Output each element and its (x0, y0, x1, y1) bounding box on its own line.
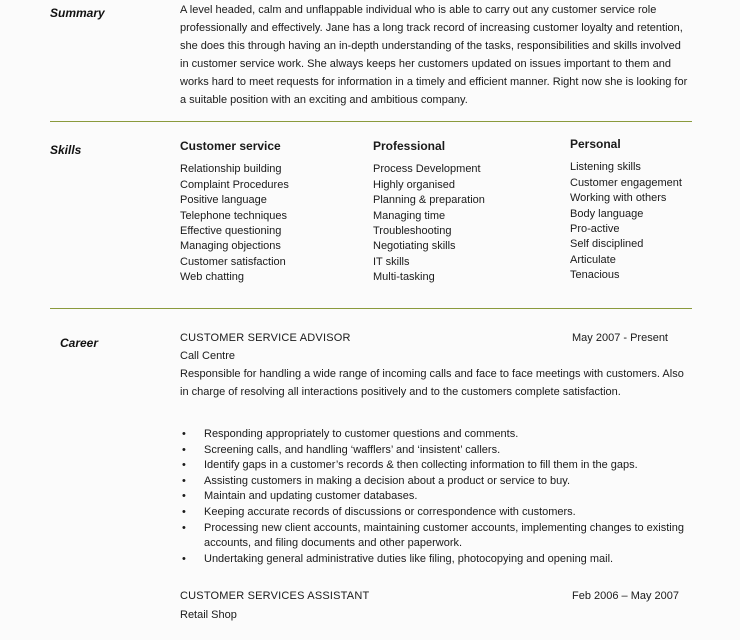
skill-item: Working with others (570, 192, 667, 205)
list-item (180, 427, 690, 443)
bullet-icon: • (182, 428, 186, 440)
bullet-icon: • (182, 505, 186, 518)
job-employer: Retail Shop (180, 609, 237, 621)
list-item (180, 505, 690, 521)
list-item (180, 489, 690, 505)
bullet-text: Assisting customers in making a decision about a product or service to buy. (204, 474, 571, 487)
skill-item: Managing objections (180, 240, 281, 253)
skill-item: Self disciplined (570, 238, 644, 251)
list-item (180, 443, 690, 459)
bullet-text: Processing new client accounts, maintaining customer accounts, implementing changes to existing accounts, and filing documents and other paperwork. (204, 521, 684, 550)
job-dates: Feb 2006 – May 2007 (572, 590, 680, 602)
bullet-text: Responding appropriately to customer questions and comments. (204, 428, 519, 440)
skills-column-personal (570, 137, 682, 284)
skill-item: Complaint Procedures (180, 178, 289, 191)
summary-label: Summary (50, 6, 105, 20)
skill-item: Customer satisfaction (180, 255, 286, 268)
skill-item: Managing time (373, 209, 446, 222)
skill-item: Process Development (373, 163, 481, 176)
skill-item: Body language (570, 207, 644, 220)
skills-column-heading: Customer service (180, 139, 281, 153)
bullet-icon: • (182, 490, 186, 503)
skills-column-customer-service (180, 139, 289, 286)
skill-item: Effective questioning (180, 225, 282, 238)
section-divider (50, 308, 692, 309)
bullet-icon: • (182, 552, 186, 565)
skill-item: Customer engagement (570, 176, 682, 189)
bullet-text: Screening calls, and handling ‘wafflers’ and ‘insistent’ callers. (204, 443, 501, 456)
skills-column-professional (373, 139, 485, 286)
skills-column-heading: Personal (570, 137, 621, 151)
job-title: CUSTOMER SERVICES ASSISTANT (180, 590, 370, 602)
skill-item: Troubleshooting (373, 225, 452, 238)
bullet-icon: • (182, 521, 186, 534)
skill-item: Tenacious (570, 269, 620, 282)
bullet-text: Keeping accurate records of discussions or correspondence with customers. (204, 505, 576, 518)
bullet-icon: • (182, 474, 186, 487)
career-label: Career (60, 336, 99, 350)
bullet-text: Maintain and updating customer databases. (204, 490, 418, 503)
skill-item: Relationship building (180, 163, 282, 176)
list-item (180, 458, 690, 474)
job-employer: Call Centre (180, 350, 236, 362)
skill-item: Multi-tasking (373, 271, 435, 284)
skill-item: Pro-active (570, 223, 620, 236)
bullet-text: Identify gaps in a customer’s records & then collecting information to fill them in the gaps. (204, 459, 638, 472)
job-title: CUSTOMER SERVICE ADVISOR (180, 332, 351, 344)
skill-item: Telephone techniques (180, 209, 288, 222)
job-dates: May 2007 - Present (572, 332, 668, 344)
skills-column-heading: Professional (373, 139, 446, 153)
job-responsibilities-list (180, 427, 690, 567)
skill-item: Listening skills (570, 161, 641, 174)
list-item (180, 552, 690, 568)
skill-item: Highly organised (373, 178, 455, 191)
skills-label: Skills (50, 143, 82, 157)
bullet-icon: • (182, 459, 186, 472)
skill-item: IT skills (373, 255, 410, 268)
list-item (180, 521, 690, 552)
bullet-icon: • (182, 443, 186, 456)
skill-item: Positive language (180, 194, 267, 207)
skill-item: Negotiating skills (373, 240, 456, 253)
bullet-text: Undertaking general administrative duties like filing, photocopying and opening mail. (204, 552, 614, 565)
section-divider (50, 121, 692, 122)
list-item (180, 474, 690, 490)
skill-item: Articulate (570, 253, 616, 266)
summary-text: A level headed, calm and unflappable individual who is able to carry out any customer service role professionally and effectively. Jane has a long track record of increasing customer loyalty and retention, she does this through having an in-depth understanding of the tasks, responsibilities and skills involved in customer service work. She always keeps her customers updated on issues important to them and works hard to meet requests for information in a timely and efficient manner. Right now she is looking for a suitable position with an exciting and ambitious company. (180, 4, 688, 107)
skill-item: Planning & preparation (373, 194, 485, 207)
job-description: Responsible for handling a wide range of incoming calls and face to face meetings with customers. Also in charge of resolving all interactions positively and to the customers complete satisfaction. (180, 368, 684, 398)
skill-item: Web chatting (180, 271, 245, 284)
